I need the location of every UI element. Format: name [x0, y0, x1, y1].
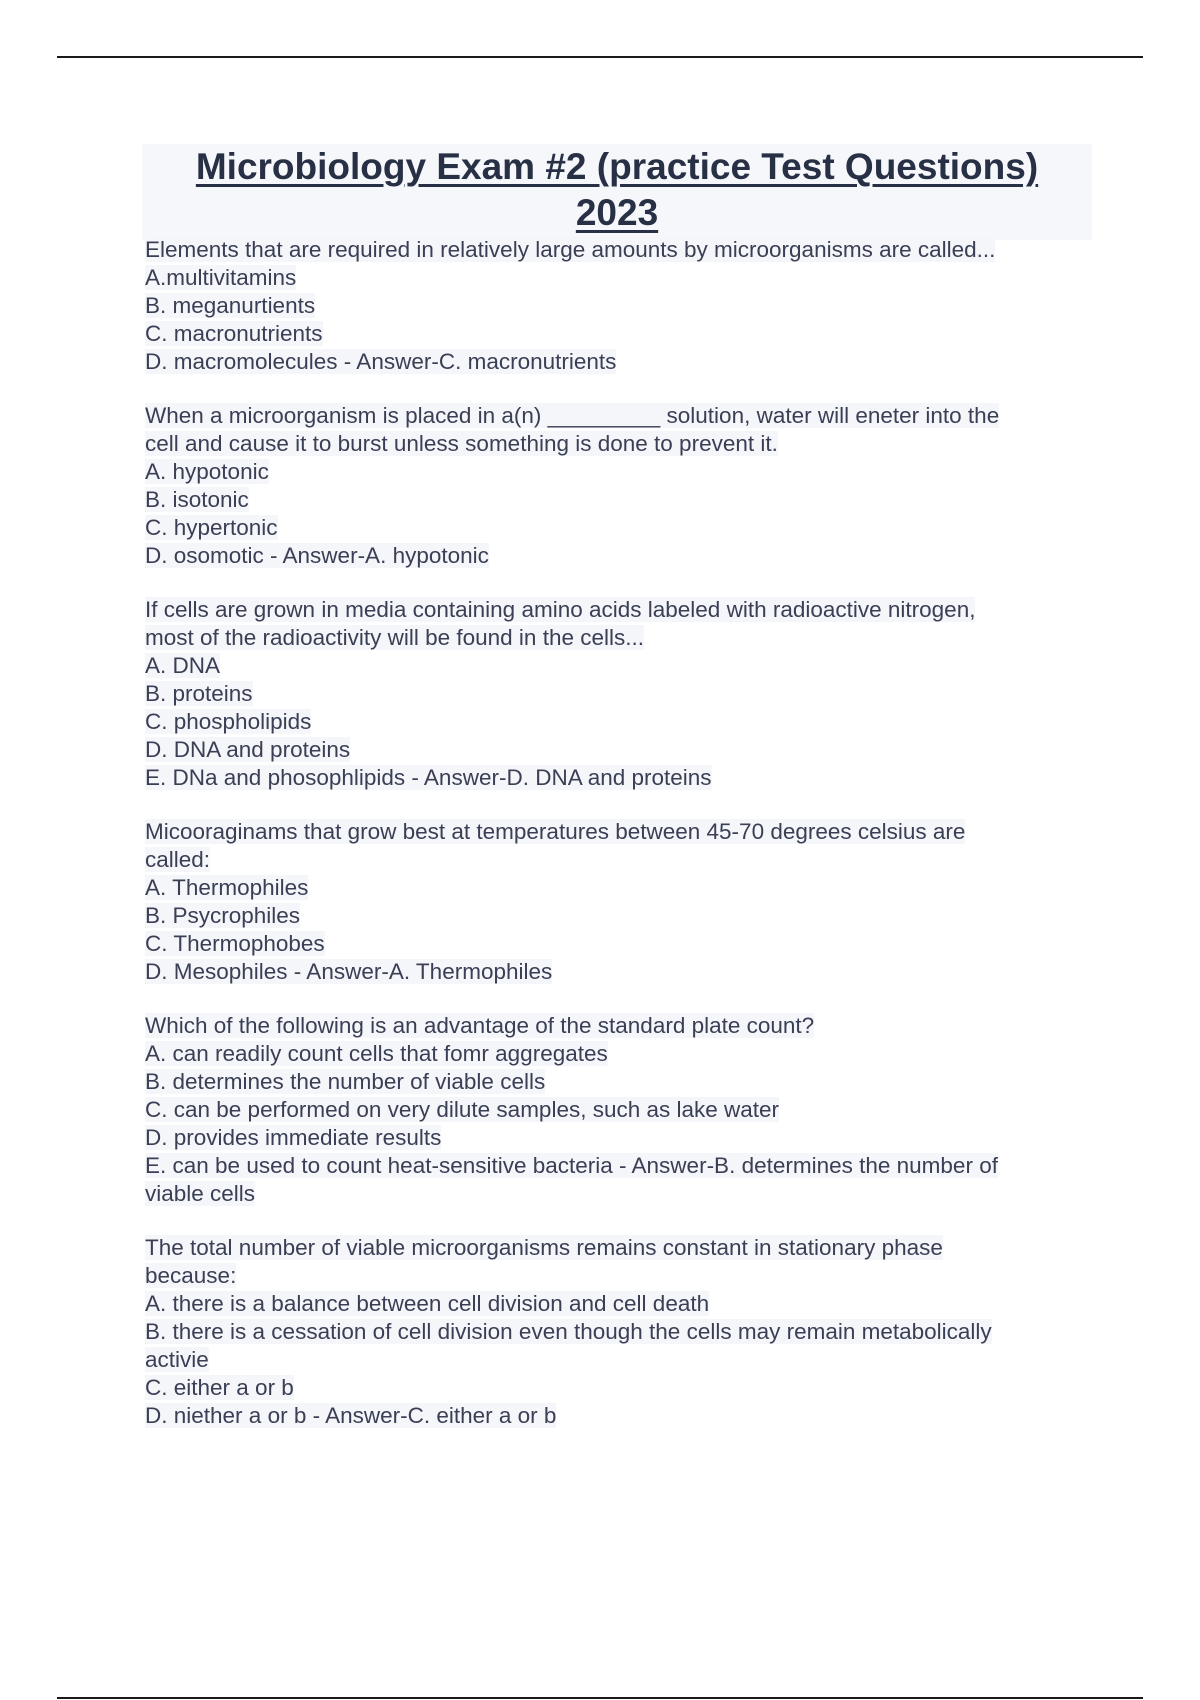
answer-option: C. phospholipids — [145, 709, 312, 734]
question-text: If cells are grown in media containing amino acids labeled with radioactive nitrogen, — [145, 597, 976, 622]
answer-option: D. DNA and proteins — [145, 737, 351, 762]
question-4 — [145, 818, 1085, 986]
answer-option: A.multivitamins — [145, 265, 297, 290]
answer-option: A. Thermophiles — [145, 875, 309, 900]
answer-option-with-key: D. niether a or b - Answer-C. either a or b — [145, 1403, 557, 1428]
answer-option: C. macronutrients — [145, 321, 323, 346]
answer-option: C. Thermophobes — [145, 931, 325, 956]
question-2 — [145, 402, 1085, 570]
question-text: Elements that are required in relatively large amounts by microorganisms are called... — [145, 237, 996, 262]
question-text: most of the radioactivity will be found in the cells... — [145, 625, 644, 650]
question-text: cell and cause it to burst unless something is done to prevent it. — [145, 431, 778, 456]
question-text: Which of the following is an advantage of the standard plate count? — [145, 1013, 815, 1038]
answer-option: B. Psycrophiles — [145, 903, 301, 928]
answer-option: C. hypertonic — [145, 515, 278, 540]
answer-option: A. there is a balance between cell division and cell death — [145, 1291, 710, 1316]
answer-option-with-key: D. Mesophiles - Answer-A. Thermophiles — [145, 959, 553, 984]
question-5 — [145, 1012, 1085, 1208]
answer-option: A. can readily count cells that fomr aggregates — [145, 1041, 608, 1066]
answer-option: B. determines the number of viable cells — [145, 1069, 546, 1094]
question-text: The total number of viable microorganisms remains constant in stationary phase — [145, 1235, 943, 1260]
question-1 — [145, 236, 1085, 376]
answer-option: C. can be performed on very dilute samples, such as lake water — [145, 1097, 780, 1122]
question-list — [145, 236, 1085, 1456]
title-line-1: Microbiology Exam #2 (practice Test Questions) — [195, 146, 1039, 187]
answer-option: A. hypotonic — [145, 459, 269, 484]
answer-option: D. provides immediate results — [145, 1125, 442, 1150]
answer-option: C. either a or b — [145, 1375, 294, 1400]
answer-option: activie — [145, 1347, 209, 1372]
answer-option: B. there is a cessation of cell division even though the cells may remain metabolically — [145, 1319, 992, 1344]
answer-option: B. isotonic — [145, 487, 249, 512]
answer-option: A. DNA — [145, 653, 221, 678]
question-text: called: — [145, 847, 211, 872]
bottom-rule — [57, 1697, 1143, 1699]
answer-option-with-key: E. can be used to count heat-sensitive bacteria - Answer-B. determines the number of — [145, 1153, 998, 1178]
question-3 — [145, 596, 1085, 792]
question-6 — [145, 1234, 1085, 1430]
question-text: Micooraginams that grow best at temperatures between 45-70 degrees celsius are — [145, 819, 966, 844]
title-line-2: 2023 — [575, 192, 659, 233]
title-block — [142, 144, 1092, 240]
top-rule — [57, 56, 1143, 58]
answer-option: B. proteins — [145, 681, 253, 706]
answer-option-with-key: D. osomotic - Answer-A. hypotonic — [145, 543, 489, 568]
answer-option-with-key: viable cells — [145, 1181, 256, 1206]
answer-option: B. meganurtients — [145, 293, 316, 318]
document-title — [142, 144, 1092, 236]
answer-option-with-key: D. macromolecules - Answer-C. macronutrients — [145, 349, 617, 374]
question-text: When a microorganism is placed in a(n) _________ solution, water will eneter into the — [145, 403, 1000, 428]
answer-option-with-key: E. DNa and phosophlipids - Answer-D. DNA and proteins — [145, 765, 712, 790]
question-text: because: — [145, 1263, 237, 1288]
